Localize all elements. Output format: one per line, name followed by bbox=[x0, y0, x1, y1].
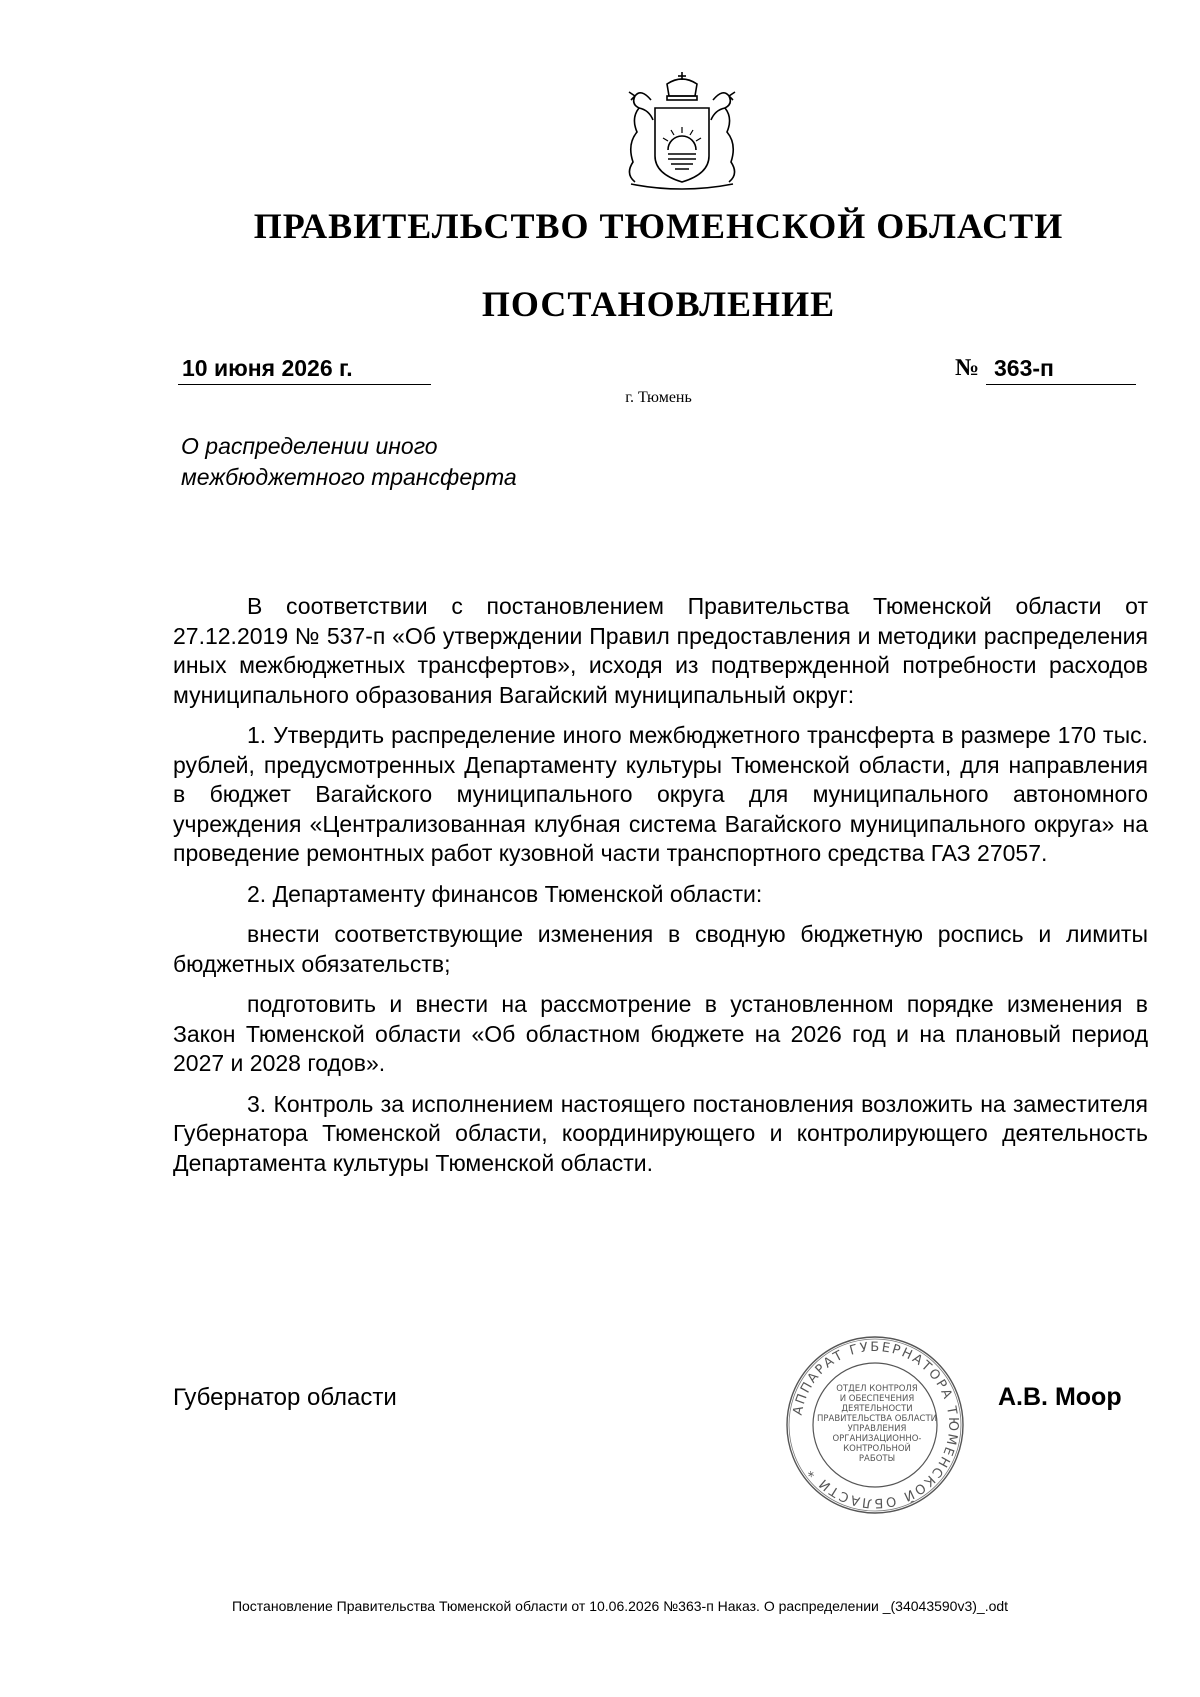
svg-text:ДЕЯТЕЛЬНОСТИ: ДЕЯТЕЛЬНОСТИ bbox=[841, 1404, 913, 1414]
svg-text:И ОБЕСПЕЧЕНИЯ: И ОБЕСПЕЧЕНИЯ bbox=[839, 1394, 915, 1404]
signer-name: А.В. Моор bbox=[998, 1383, 1122, 1411]
svg-text:ОРГАНИЗАЦИОННО-: ОРГАНИЗАЦИОННО- bbox=[832, 1434, 922, 1444]
document-city: г. Тюмень bbox=[625, 389, 692, 406]
document-subject bbox=[181, 431, 601, 493]
svg-text:ПРАВИТЕЛЬСТВА ОБЛАСТИ: ПРАВИТЕЛЬСТВА ОБЛАСТИ bbox=[817, 1414, 937, 1424]
document-body bbox=[173, 592, 1148, 1189]
svg-text:ОТДЕЛ КОНТРОЛЯ: ОТДЕЛ КОНТРОЛЯ bbox=[836, 1384, 918, 1394]
document-date: 10 июня 2026 г. bbox=[178, 355, 431, 385]
subject-line: О распределении иного bbox=[181, 433, 438, 459]
item-2-paragraph: 2. Департаменту финансов Тюменской области: bbox=[247, 880, 763, 907]
coat-of-arms-icon bbox=[605, 70, 760, 195]
svg-text:РАБОТЫ: РАБОТЫ bbox=[858, 1454, 896, 1464]
document-type-title: ПОСТАНОВЛЕНИЕ bbox=[481, 284, 836, 324]
footer-filename: Постановление Правительства Тюменской области от 10.06.2026 №363-п Наказ. О распределении _(34043590v3)_.odt bbox=[231, 1598, 1009, 1614]
signer-position: Губернатор области bbox=[173, 1384, 397, 1411]
item-2b-paragraph: подготовить и внести на рассмотрение в установленном порядке изменения в Закон Тюменской области «Об областном бюджете на 2026 год и на плановый период 2027 и 2028 годов». bbox=[173, 991, 1148, 1076]
document-number: 363-п bbox=[986, 355, 1136, 385]
official-seal-icon bbox=[785, 1335, 965, 1515]
item-1-paragraph: 1. Утвердить распределение иного межбюджетного трансферта в размере 170 тыс. рублей, предусмотренных Департаменту культуры Тюменской области, для направления в бюджет Вагайского муниципального округа для муниципального автономного учреждения «Централизованная клубная система Вагайского муниципального округа» на проведение ремонтных работ кузовной части транспортного средства ГАЗ 27057. bbox=[173, 722, 1148, 866]
subject-line: межбюджетного трансферта bbox=[181, 464, 517, 490]
document-number-label: № bbox=[955, 355, 980, 381]
svg-text:УПРАВЛЕНИЯ: УПРАВЛЕНИЯ bbox=[847, 1424, 907, 1434]
svg-text:АППАРАТ ГУБЕРНАТОРА ТЮМЕНСКОЙ: АППАРАТ ГУБЕРНАТОРА ТЮМЕНСКОЙ ОБЛАСТИ * bbox=[790, 1339, 961, 1511]
svg-text:КОНТРОЛЬНОЙ: КОНТРОЛЬНОЙ bbox=[843, 1444, 911, 1454]
item-3-paragraph: 3. Контроль за исполнением настоящего постановления возложить на заместителя Губернатора Тюменской области, координирующего и контролирующего деятельность Департамента культуры Тюменской области. bbox=[173, 1090, 1148, 1176]
item-2a-paragraph: внести соответствующие изменения в сводную бюджетную роспись и лимиты бюджетных обязательств; bbox=[173, 921, 1148, 977]
government-title: ПРАВИТЕЛЬСТВО ТЮМЕНСКОЙ ОБЛАСТИ bbox=[253, 206, 1064, 246]
preamble-paragraph: В соответствии с постановлением Правительства Тюменской области от 27.12.2019 № 537-п «Об утверждении Правил предоставления и методики распределения иных межбюджетных трансфертов», исходя из подтвержденной потребности расходов муниципального образования Вагайский муниципальный округ: bbox=[173, 593, 1148, 708]
